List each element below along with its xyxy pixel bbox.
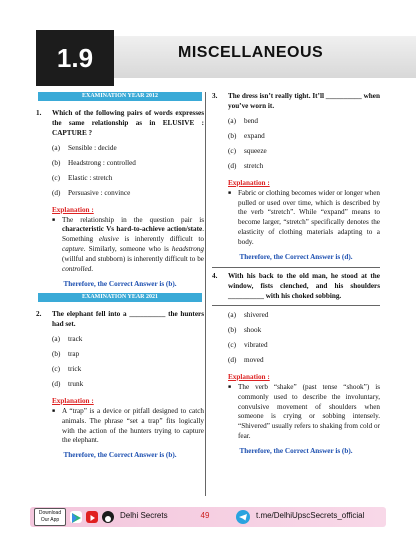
option-text: trunk: [68, 379, 84, 388]
chapter-number: 1.9: [36, 30, 114, 86]
option-b: [212, 132, 380, 142]
explanation-bullet: [212, 189, 380, 249]
year-bar-2021: EXAMINATION YEAR 2021: [38, 293, 202, 302]
answer-line: Therefore, the Correct Answer is (b).: [63, 451, 177, 460]
year-bar-2012: EXAMINATION YEAR 2012: [38, 92, 202, 101]
option-label: (c): [52, 364, 60, 373]
question-1: [36, 109, 204, 139]
option-text: bend: [244, 116, 258, 125]
option-label: (d): [228, 355, 237, 364]
question-2: [36, 310, 204, 330]
bullet-square-icon: ■: [228, 384, 232, 390]
play-store-icon[interactable]: [70, 511, 82, 523]
option-text: track: [68, 334, 83, 343]
option-label: (d): [228, 161, 237, 170]
option-text: trick: [68, 364, 82, 373]
explanation-heading: Explanation :: [228, 372, 270, 381]
option-c: [36, 174, 204, 184]
exp-italic: controlled: [62, 265, 92, 274]
bullet-square-icon: ■: [52, 217, 56, 223]
chapter-title: MISCELLANEOUS: [178, 44, 324, 61]
explanation-text: A “trap” is a device or pitfall designed to catch animals. The phrase “set a trap” fits logically with the action of the hunters trying to capture the elephant.: [62, 406, 204, 445]
explanation-text: The verb “shake” (past tense “shook”) is commonly used to describe the involuntary, convulsive movement of shoulders when someone is crying or sobbing intensely. “Shivered” usually refers to shaking from cold or fear.: [238, 382, 380, 441]
option-label: (a): [228, 310, 236, 319]
option-b: [36, 350, 204, 360]
stem-separator: [212, 305, 380, 306]
option-label: (c): [52, 173, 60, 182]
option-label: (b): [52, 158, 61, 167]
youtube-icon[interactable]: [86, 511, 98, 523]
option-text: Persuasive : convince: [68, 188, 131, 197]
option-label: (d): [52, 379, 61, 388]
option-c: [212, 147, 380, 157]
question-number: 2.: [36, 310, 42, 319]
telegram-icon[interactable]: [236, 510, 250, 524]
question-4: [212, 272, 380, 302]
option-a: [36, 335, 204, 345]
right-column: [212, 92, 380, 457]
option-text: Elastic : stretch: [68, 173, 113, 182]
question-number: 4.: [212, 272, 218, 281]
option-d: [36, 189, 204, 199]
telegram-link[interactable]: t.me/DelhiUpscSecrets_official: [256, 511, 365, 520]
explanation-bullet: [36, 407, 204, 447]
exp-bold: characteristic Vs hard-to-achieve action/state: [62, 225, 203, 234]
question-text: The elephant fell into a __________ the hunters had set.: [52, 310, 204, 328]
option-a: [212, 117, 380, 127]
explanation-heading: Explanation :: [52, 396, 94, 405]
apple-icon[interactable]: [102, 511, 114, 523]
answer-line: Therefore, the Correct Answer is (b).: [239, 447, 353, 456]
explanation-text: Fabric or clothing becomes wider or longer when pulled or used over time, which is described by the verb “stretch”. While “expand” means to become larger, “stretch” specifically denotes the elasticity of clothing materials adapting to a body.: [238, 188, 380, 247]
download-label: Download: [38, 510, 62, 516]
exp-italic: elusive: [98, 235, 119, 244]
option-text: expand: [244, 131, 265, 140]
question-3: [212, 92, 380, 112]
option-b: [212, 326, 380, 336]
option-text: shivered: [244, 310, 269, 319]
option-label: (a): [52, 334, 60, 343]
option-text: Headstrong : controlled: [68, 158, 136, 167]
option-text: vibrated: [244, 340, 268, 349]
footer-bar: [30, 507, 386, 527]
option-label: (a): [52, 143, 60, 152]
option-label: (a): [228, 116, 236, 125]
option-text: trap: [68, 349, 80, 358]
option-label: (d): [52, 188, 61, 197]
option-label: (b): [228, 131, 237, 140]
exp-part: The relationship in the question pair is: [62, 215, 204, 224]
explanation-bullet: [36, 216, 204, 276]
question-text: With his back to the old man, he stood at the window, fists clenched, and his shoulders __________ with his choked sobbing.: [228, 272, 380, 300]
exp-part: is inherently difficult to: [118, 235, 205, 244]
option-d: [212, 162, 380, 172]
option-label: (b): [52, 349, 61, 358]
download-app-badge[interactable]: [34, 508, 66, 526]
exp-part: (willful and stubborn) is inherently difficult to be: [62, 255, 204, 264]
exp-italic: capture: [62, 245, 84, 254]
question-text: Which of the following pairs of words expresses the same relationship as in ELUSIVE : CAPTURE ?: [52, 109, 204, 137]
question-number: 1.: [36, 109, 42, 117]
option-a: [212, 311, 380, 321]
option-label: (c): [228, 340, 236, 349]
bullet-square-icon: ■: [228, 190, 232, 196]
question-number: 3.: [212, 92, 218, 100]
column-divider: [205, 92, 206, 496]
option-text: Sensible : decide: [68, 143, 117, 152]
option-b: [36, 159, 204, 169]
option-text: squeeze: [244, 146, 267, 155]
explanation-heading: Explanation :: [52, 205, 94, 214]
option-text: shook: [244, 325, 262, 334]
brand-name: Delhi Secrets: [120, 511, 168, 520]
exp-part: . Similarly, someone who is: [83, 245, 172, 254]
explanation-heading: Explanation :: [228, 178, 270, 187]
option-text: moved: [244, 355, 264, 364]
explanation-bullet: [212, 383, 380, 443]
bullet-square-icon: ■: [52, 408, 56, 414]
download-sublabel: Our App: [40, 517, 60, 523]
exp-italic: headstrong: [171, 245, 204, 254]
option-c: [36, 365, 204, 375]
chapter-header: [0, 30, 416, 86]
answer-line: Therefore, the Correct Answer is (d).: [239, 253, 353, 262]
option-label: (b): [228, 325, 237, 334]
question-text: The dress isn’t really tight. It’ll __________ when you’ve worn it.: [228, 92, 380, 110]
explanation-text: [62, 216, 204, 276]
option-a: [36, 144, 204, 154]
option-c: [212, 341, 380, 351]
exp-part: .: [91, 265, 94, 274]
option-d: [212, 356, 380, 366]
exp-part: . Something: [62, 225, 204, 244]
option-d: [36, 380, 204, 390]
page-number: 49: [200, 511, 210, 520]
question-separator: [212, 267, 380, 268]
option-text: stretch: [244, 161, 264, 170]
left-column: [36, 92, 204, 461]
option-label: (c): [228, 146, 236, 155]
answer-line: Therefore, the Correct Answer is (b).: [63, 280, 177, 289]
